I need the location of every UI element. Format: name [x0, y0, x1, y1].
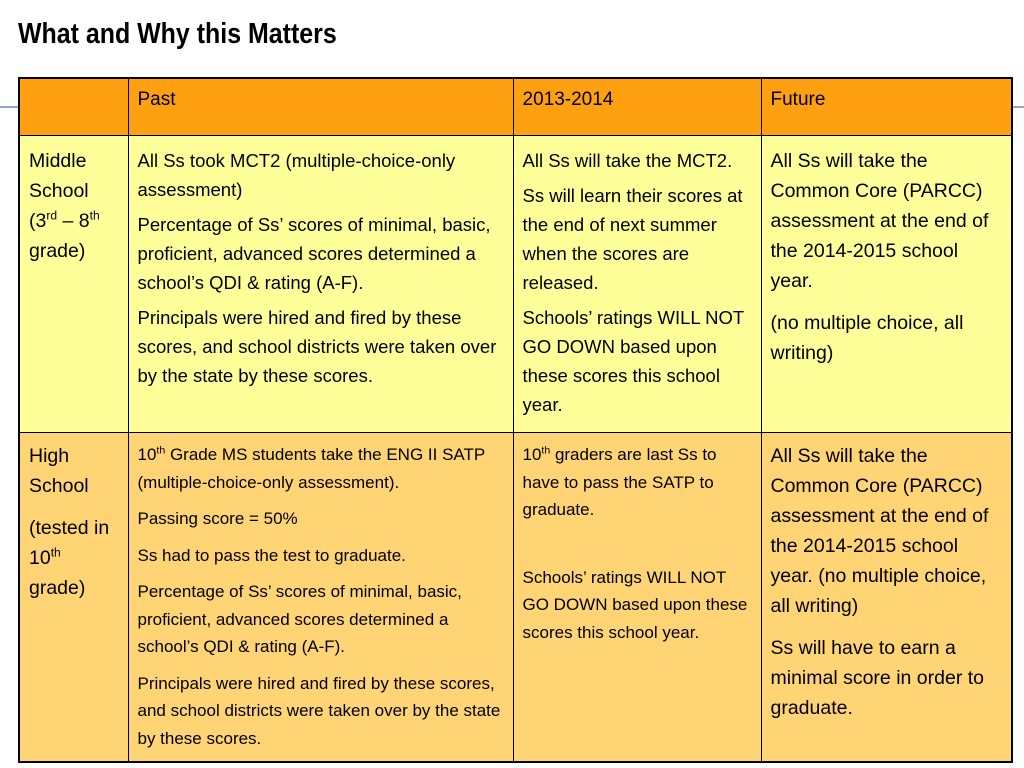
past-point: Percentage of Ss’ scores of minimal, basic, proficient, advanced scores determined a school’s QDI & rating (A-F).: [137, 582, 462, 656]
past-point: Principals were hired and fired by these scores, and school districts were taken over by the state by these scores.: [137, 307, 497, 386]
row-label-middle-school: Middle School (3rd – 8th grade): [29, 150, 100, 262]
row-label-cell: [19, 136, 128, 433]
past-point: Passing score = 50%: [137, 509, 298, 528]
header-cell-current-year: 2013-2014: [513, 78, 761, 136]
past-point: All Ss took MCT2 (multiple-choice-only assessment): [137, 150, 456, 200]
future-point: Ss will have to earn a minimal score in order to graduate.: [770, 637, 984, 719]
past-point: Percentage of Ss’ scores of minimal, basic, proficient, advanced scores determined a school’s QDI & rating (A-F).: [137, 214, 491, 293]
current-point: All Ss will take the MCT2.: [522, 150, 733, 171]
past-cell: [128, 136, 513, 433]
slide-title: What and Why this Matters: [18, 18, 337, 50]
header-row: [19, 78, 1012, 136]
future-point: (no multiple choice, all writing): [770, 312, 964, 364]
future-point: All Ss will take the Common Core (PARCC) assessment at the end of the 2014-2015 school year.: [770, 150, 989, 292]
current-point: Ss will learn their scores at the end of next summer when the scores are released.: [522, 185, 743, 293]
future-cell: [761, 433, 1012, 763]
table-row-high-school: [19, 433, 1012, 763]
current-point: Schools’ ratings WILL NOT GO DOWN based upon these scores this school year.: [522, 307, 744, 415]
future-point: All Ss will take the Common Core (PARCC) assessment at the end of the 2014-2015 school year. (no multiple choice, all writing): [770, 445, 989, 617]
past-point: Principals were hired and fired by these scores, and school districts were taken over by the state by these scores.: [137, 673, 501, 748]
future-cell: [761, 136, 1012, 433]
comparison-table: [18, 77, 1013, 763]
current-year-cell: [513, 136, 761, 433]
header-cell-future: Future: [761, 78, 1012, 136]
decorative-rule-left: [0, 106, 18, 108]
table-row-middle-school: [19, 136, 1012, 433]
past-point: 10th Grade MS students take the ENG II SATP (multiple-choice-only assessment).: [137, 444, 485, 492]
current-point: 10th graders are last Ss to have to pass the SATP to graduate.: [522, 444, 717, 519]
past-cell: [128, 433, 513, 763]
current-point: Schools’ ratings WILL NOT GO DOWN based upon these scores this school year.: [522, 567, 748, 642]
header-cell-empty: [19, 78, 128, 136]
header-cell-past: Past: [128, 78, 513, 136]
row-label-cell: [19, 433, 128, 763]
current-year-cell: [513, 433, 761, 763]
row-label-high-school: High School (tested in 10th grade): [29, 445, 110, 599]
past-point: Ss had to pass the test to graduate.: [137, 545, 406, 565]
